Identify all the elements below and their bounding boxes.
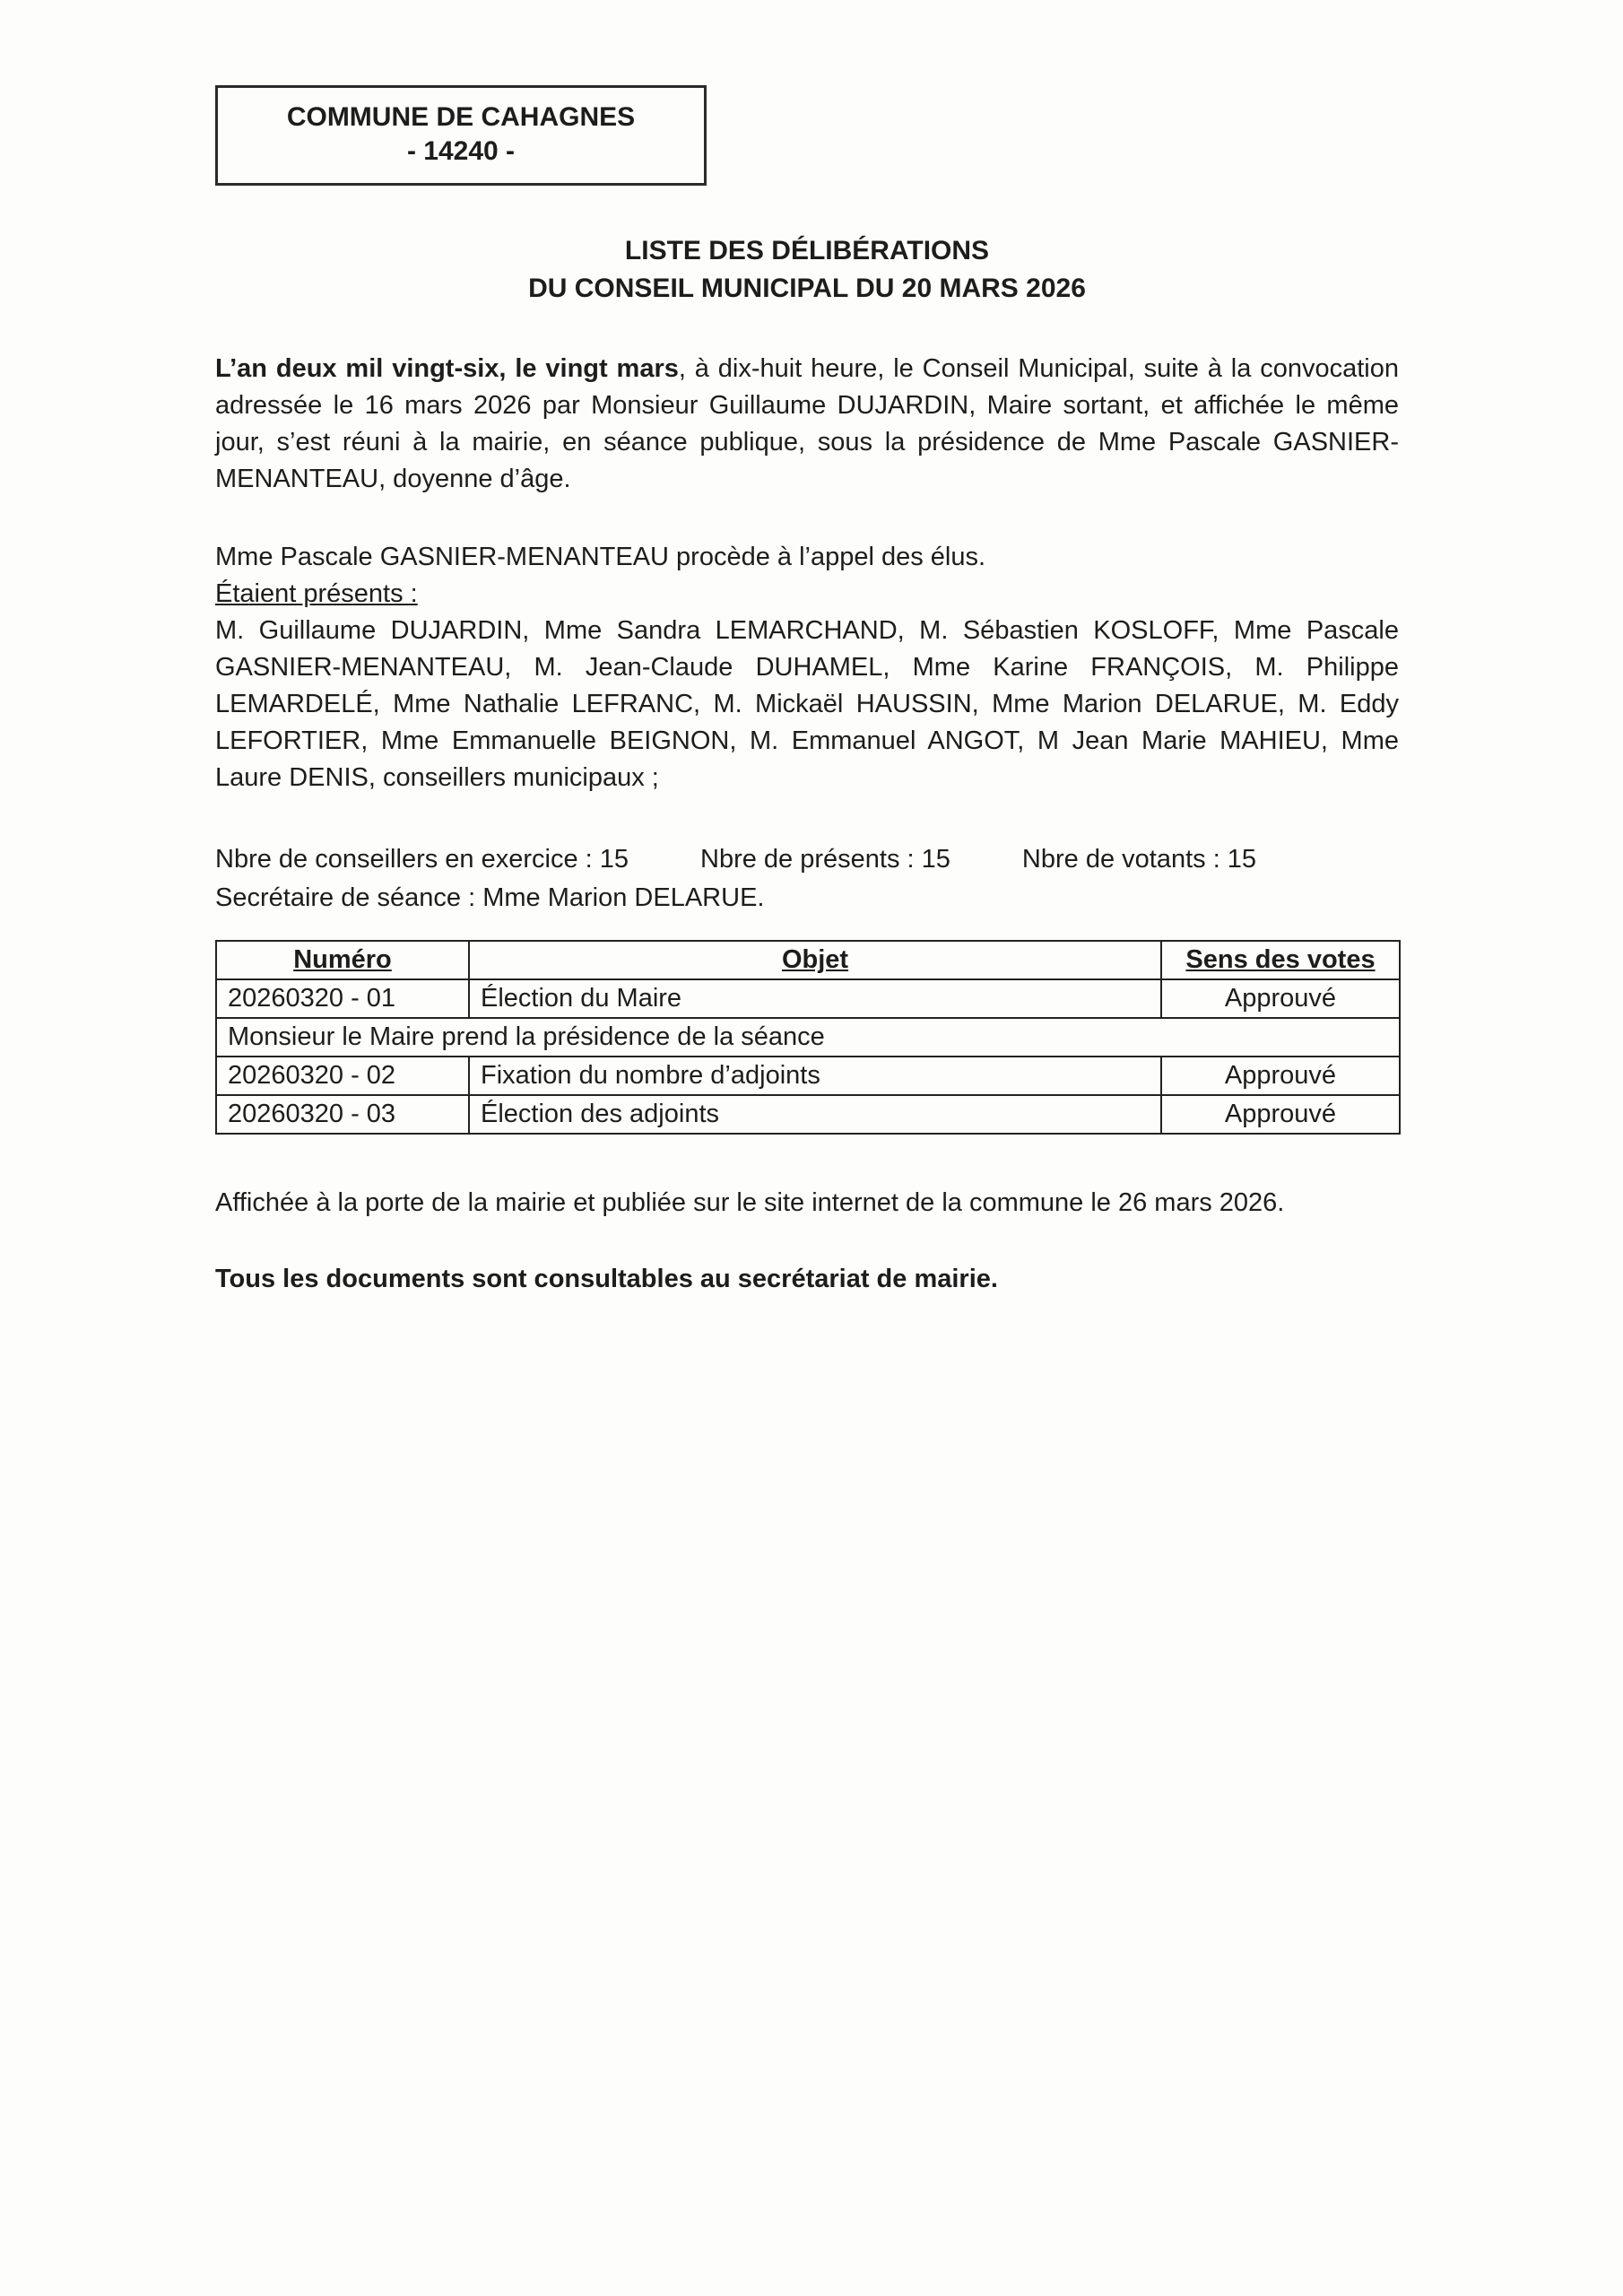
header-sens-des-votes: Sens des votes xyxy=(1161,941,1400,979)
header-objet: Objet xyxy=(469,941,1161,979)
table-header-row xyxy=(216,941,1400,979)
cell-span-note: Monsieur le Maire prend la présidence de la séance xyxy=(216,1018,1400,1057)
commune-postal-code: - 14240 - xyxy=(406,136,516,166)
counts-line xyxy=(215,841,1399,878)
count-exercice: Nbre de conseillers en exercice : 15 xyxy=(215,845,629,874)
document-title xyxy=(215,232,1399,308)
cell-objet: Élection du Maire xyxy=(469,979,1161,1018)
intro-bold-lead: L’an deux mil vingt-six, le vingt mars xyxy=(215,354,679,383)
intro-rest: , à dix-huit heure, le Conseil Municipal, suite à la convocation adressée le 16 mars 2026 par Monsieur Guillaume DUJARDIN, Maire sortant, et affichée le même jour, s’est réuni à la mairie, en séance publique, sous la présidence de Mme Pascale GASNIER-MENANTEAU, doyenne d’âge. xyxy=(215,354,1399,493)
cell-numero: 20260320 - 02 xyxy=(216,1057,469,1095)
header-numero: Numéro xyxy=(216,941,469,979)
publication-note: Affichée à la porte de la mairie et publiée sur le site internet de la commune le 26 mars 2026. xyxy=(215,1188,1285,1217)
table-row xyxy=(216,979,1400,1018)
cell-objet: Fixation du nombre d’adjoints xyxy=(469,1057,1161,1095)
document-title-line2: DU CONSEIL MUNICIPAL DU 20 MARS 2026 xyxy=(528,274,1086,303)
table-row xyxy=(216,1095,1400,1134)
cell-objet: Élection des adjoints xyxy=(469,1095,1161,1134)
count-votants: Nbre de votants : 15 xyxy=(1021,845,1257,874)
presents-label: Étaient présents : xyxy=(215,579,418,608)
documents-note: Tous les documents sont consultables au secrétariat de mairie. xyxy=(215,1265,998,1293)
commune-header-box xyxy=(215,85,707,186)
secretaire-line: Secrétaire de séance : Mme Marion DELARUE. xyxy=(215,883,765,912)
cell-numero: 20260320 - 01 xyxy=(216,979,469,1018)
table-row-span xyxy=(216,1018,1400,1057)
cell-vote: Approuvé xyxy=(1161,979,1400,1018)
presents-list: M. Guillaume DUJARDIN, Mme Sandra LEMARCHAND, M. Sébastien KOSLOFF, Mme Pascale GASNIER-MENANTEAU, M. Jean-Claude DUHAMEL, Mme Karine FRANÇOIS, M. Philippe LEMARDELÉ, Mme Nathalie LEFRANC, M. Mickaël HAUSSIN, Mme Marion DELARUE, M. Eddy LEFORTIER, Mme Emmanuelle BEIGNON, M. Emmanuel ANGOT, M Jean Marie MAHIEU, Mme Laure DENIS, conseillers municipaux ; xyxy=(215,616,1399,792)
presents-label-line xyxy=(215,576,1399,613)
document-title-line1: LISTE DES DÉLIBÉRATIONS xyxy=(624,236,990,265)
table-row xyxy=(216,1057,1400,1095)
cell-vote: Approuvé xyxy=(1161,1095,1400,1134)
cell-vote: Approuvé xyxy=(1161,1057,1400,1095)
commune-name: COMMUNE DE CAHAGNES xyxy=(286,102,636,132)
deliberations-table xyxy=(215,940,1401,1135)
count-presents: Nbre de présents : 15 xyxy=(700,845,950,874)
appel-line: Mme Pascale GASNIER-MENANTEAU procède à l’appel des élus. xyxy=(215,543,986,571)
cell-numero: 20260320 - 03 xyxy=(216,1095,469,1134)
intro-paragraph xyxy=(215,351,1399,498)
